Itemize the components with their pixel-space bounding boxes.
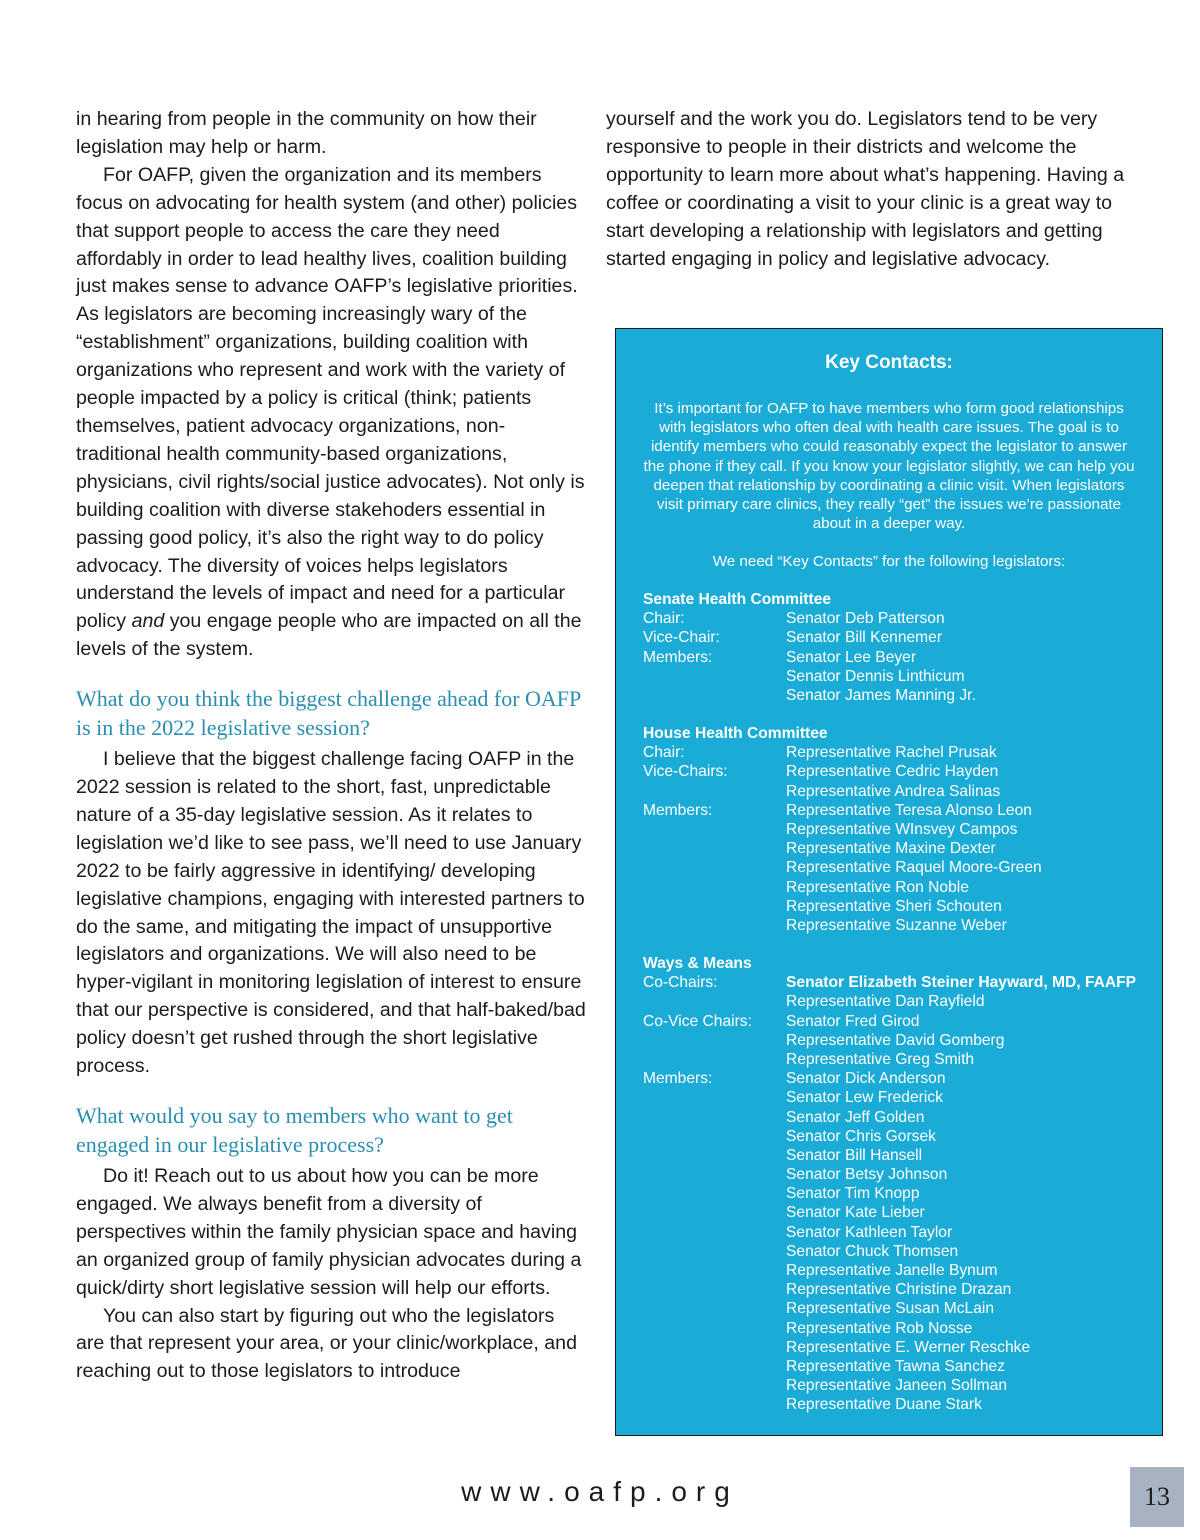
paragraph-text: you engage people who are impacted on all the levels of the system. [76, 610, 582, 661]
contact-row [643, 897, 1143, 916]
contact-row [643, 1357, 1143, 1376]
contact-name: Senator Chuck Thomsen [786, 1242, 959, 1260]
contact-row [643, 648, 1143, 667]
contact-role: Members: [643, 801, 713, 819]
contact-role [643, 858, 786, 877]
contact-role [643, 1395, 786, 1414]
paragraph: Do it! Reach out to us about how you can be more engaged. We always benefit from a diversity of perspectives within the family physician space and having an organized group of family physician advocates during a quick/dirty short legislative session will help our efforts. [76, 1165, 582, 1299]
page-number: 13 [1130, 1467, 1184, 1527]
contact-name: Representative Cedric Hayden [786, 763, 999, 781]
contact-role [643, 1108, 786, 1127]
contact-row [643, 1012, 1143, 1031]
contact-role [643, 1031, 786, 1050]
section-title: Senate Health Committee [643, 591, 832, 608]
left-column [76, 106, 588, 1386]
contact-name: Representative Tawna Sanchez [786, 1357, 1006, 1375]
contact-role: Chair: [643, 744, 685, 762]
key-contacts-title: Key Contacts: [825, 352, 953, 373]
contact-name: Representative Janelle Bynum [786, 1262, 998, 1279]
contact-role [643, 1338, 786, 1357]
contact-role: Vice-Chairs: [643, 763, 728, 781]
contact-role [643, 667, 786, 686]
contact-row [643, 1031, 1143, 1050]
key-contacts-need: We need “Key Contacts” for the following legislators: [712, 553, 1066, 570]
contact-role [643, 1299, 786, 1318]
contact-role: Co-Chairs: [643, 974, 718, 992]
paragraph-text: For OAFP, given the organization and its members focus on advocating for health system (and other) policies that support people to access the care they need affordably in order to lead healthy lives, coalition building just makes sense to advance OAFP’s legislative priorities. As legislators are becoming increasingly wary of the “establishment” organizations, building coalition with organizations who represent and work with the variety of people impacted by a policy is critical (think; patients themselves, patient advocacy organizations, non-traditional health community-based organizations, physicians, civil rights/social justice advocates). Not only is building coalition with diverse stakehoders essential in passing good policy, it’s also the right way to do policy advocacy. The diversity of voices helps legislators understand the levels of impact and need for a particular policy [76, 163, 585, 633]
contact-role [643, 1376, 786, 1395]
contact-name: Senator Deb Patterson [786, 610, 945, 628]
contact-name: Senator Bill Kennemer [786, 629, 943, 647]
contact-row [643, 628, 1143, 647]
contact-role [643, 1261, 786, 1280]
contact-row [643, 1069, 1143, 1088]
right-column [606, 106, 1126, 273]
contact-name: Senator Bill Hansell [786, 1146, 923, 1164]
contact-row [643, 743, 1143, 762]
contact-row [643, 878, 1143, 897]
contact-role [643, 878, 786, 897]
contact-role [643, 992, 786, 1011]
contact-role [643, 782, 786, 801]
contact-row [643, 992, 1143, 1011]
contact-role [643, 1165, 786, 1184]
contact-row [643, 839, 1143, 858]
contact-name: Senator Kathleen Taylor [786, 1223, 953, 1241]
contact-row [643, 609, 1143, 628]
section-title: House Health Committee [643, 725, 828, 742]
paragraph: You can also start by figuring out who the legislators are that represent your area, or your clinic/workplace, and reaching out to those legislators to introduce [76, 1304, 577, 1383]
contact-name: Senator Betsy Johnson [786, 1166, 948, 1184]
contact-name: Representative Raquel Moore-Green [786, 859, 1042, 877]
contact-role [643, 1088, 786, 1107]
contact-name: Representative Duane Stark [786, 1396, 982, 1414]
contact-name: Representative Rob Nosse [786, 1319, 973, 1337]
contact-name: Representative Dan Rayfield [786, 993, 985, 1011]
contact-name: Senator Dennis Linthicum [786, 667, 965, 685]
contact-role: Chair: [643, 610, 685, 628]
contact-row [643, 1165, 1143, 1184]
contact-name: Senator Dick Anderson [786, 1070, 946, 1088]
senate-health-committee [643, 590, 1143, 705]
contact-name: Representative David Gomberg [786, 1031, 1005, 1049]
contact-role [643, 1242, 786, 1261]
contact-role [643, 839, 786, 858]
section-title: Ways & Means [643, 955, 752, 972]
contact-role [643, 1319, 786, 1338]
key-contacts-intro: It’s important for OAFP to have members who form good relationships with legislators who often deal with health care issues. The goal is to identify members who could reasonably expect the legislator to answer the phone if they call. If you know your legislator slightly, we can help you deepen that relationship by coordinating a clinic visit. When legislators visit primary care clinics, they really “get” the issues we’re passionate about in a deeper way. [643, 400, 1135, 533]
contact-role [643, 1203, 786, 1222]
contact-role [643, 897, 786, 916]
paragraph: yourself and the work you do. Legislators tend to be very responsive to people in their districts and welcome the opportunity to learn more about what’s happening. Having a coffee or coordinating a visit to your clinic is a great way to start developing a relationship with legislators and getting started engaging in policy and legislative advocacy. [606, 108, 1125, 270]
contact-role [643, 1184, 786, 1203]
contact-row [643, 1299, 1143, 1318]
contact-row [643, 820, 1143, 839]
contact-name: Representative Teresa Alonso Leon [786, 801, 1032, 819]
contact-row [643, 1280, 1143, 1299]
contact-role: Vice-Chair: [643, 629, 720, 647]
contact-role [643, 1357, 786, 1376]
contact-row [643, 801, 1143, 820]
contact-row [643, 1319, 1143, 1338]
contact-row [643, 1184, 1143, 1203]
contact-row [643, 1050, 1143, 1069]
contact-name: Representative Greg Smith [786, 1050, 975, 1068]
contact-name: Senator Lee Beyer [786, 648, 917, 666]
website-url: www.oafp.org [461, 1476, 739, 1507]
contact-name: Representative Ron Noble [786, 878, 969, 896]
contact-row [643, 1376, 1143, 1395]
contact-row [643, 782, 1143, 801]
contact-row [643, 1395, 1143, 1414]
contact-name: Representative Susan McLain [786, 1300, 995, 1318]
contact-role [643, 1050, 786, 1069]
contact-row [643, 1261, 1143, 1280]
contact-name: Senator Lew Frederick [786, 1089, 943, 1107]
house-health-committee [643, 724, 1143, 935]
contact-name: Senator Chris Gorsek [786, 1127, 936, 1145]
contact-name: Representative Andrea Salinas [786, 782, 1001, 800]
contact-name: Representative Janeen Sollman [786, 1377, 1008, 1395]
contact-name: Representative WInsvey Campos [786, 820, 1018, 838]
contact-name: Senator Kate Lieber [786, 1204, 925, 1222]
contact-row [643, 686, 1143, 705]
contact-role [643, 916, 786, 935]
contact-name: Representative Sheri Schouten [786, 897, 1002, 915]
contact-row [643, 973, 1143, 992]
contact-name: Representative Maxine Dexter [786, 840, 996, 858]
contact-row [643, 1127, 1143, 1146]
contact-role [643, 686, 786, 705]
contact-row [643, 916, 1143, 935]
ways-and-means [643, 954, 1143, 1415]
contact-name: Representative Christine Drazan [786, 1281, 1012, 1299]
contact-name: Senator Tim Knopp [786, 1185, 920, 1203]
contact-role [643, 1223, 786, 1242]
contact-role: Members: [643, 1070, 713, 1088]
contact-row [643, 858, 1143, 877]
contact-row [643, 1108, 1143, 1127]
paragraph: in hearing from people in the community on how their legislation may help or harm. [76, 108, 537, 158]
contact-row [643, 1088, 1143, 1107]
contact-row [643, 762, 1143, 781]
contact-role [643, 820, 786, 839]
emphasis-text: and [131, 610, 165, 633]
question-heading: What would you say to members who want to get engaged in our legislative process? [76, 1103, 513, 1157]
contact-name: Representative E. Werner Reschke [786, 1338, 1031, 1356]
contact-role: Members: [643, 648, 713, 666]
contact-role [643, 1146, 786, 1165]
contact-row [643, 1146, 1143, 1165]
contact-name: Senator Elizabeth Steiner Hayward, MD, FAAFP [786, 974, 1137, 992]
contact-row [643, 1223, 1143, 1242]
contact-name: Senator James Manning Jr. [786, 686, 976, 704]
contact-name: Representative Rachel Prusak [786, 744, 997, 762]
contact-row [643, 1242, 1143, 1261]
paragraph [76, 162, 588, 664]
contact-row [643, 667, 1143, 686]
contact-row [643, 1338, 1143, 1357]
contact-role [643, 1280, 786, 1299]
paragraph: I believe that the biggest challenge facing OAFP in the 2022 session is related to the short, fast, unpredictable nature of a 35-day legislative session. As it relates to legislation we’d like to see pass, we’ll need to use January 2022 to be fairly aggressive in identifying/ developing legislative champions, engaging with interested partners to do the same, and mitigating the impact of unsupportive legislators and organizations. We will also need to be hyper-vigilant in monitoring legislation of interest to ensure that our perspective is considered, and that half-baked/bad policy doesn’t get rushed through the short legislative process. [76, 748, 586, 1078]
contact-row [643, 1203, 1143, 1222]
question-heading: What do you think the biggest challenge ahead for OAFP is in the 2022 legislative session? [76, 686, 581, 741]
contact-role [643, 1127, 786, 1146]
contact-name: Senator Fred Girod [786, 1012, 920, 1030]
key-contacts-box [615, 328, 1163, 1436]
contact-name: Senator Jeff Golden [786, 1108, 925, 1126]
contact-role: Co-Vice Chairs: [643, 1012, 752, 1030]
contact-name: Representative Suzanne Weber [786, 916, 1007, 934]
